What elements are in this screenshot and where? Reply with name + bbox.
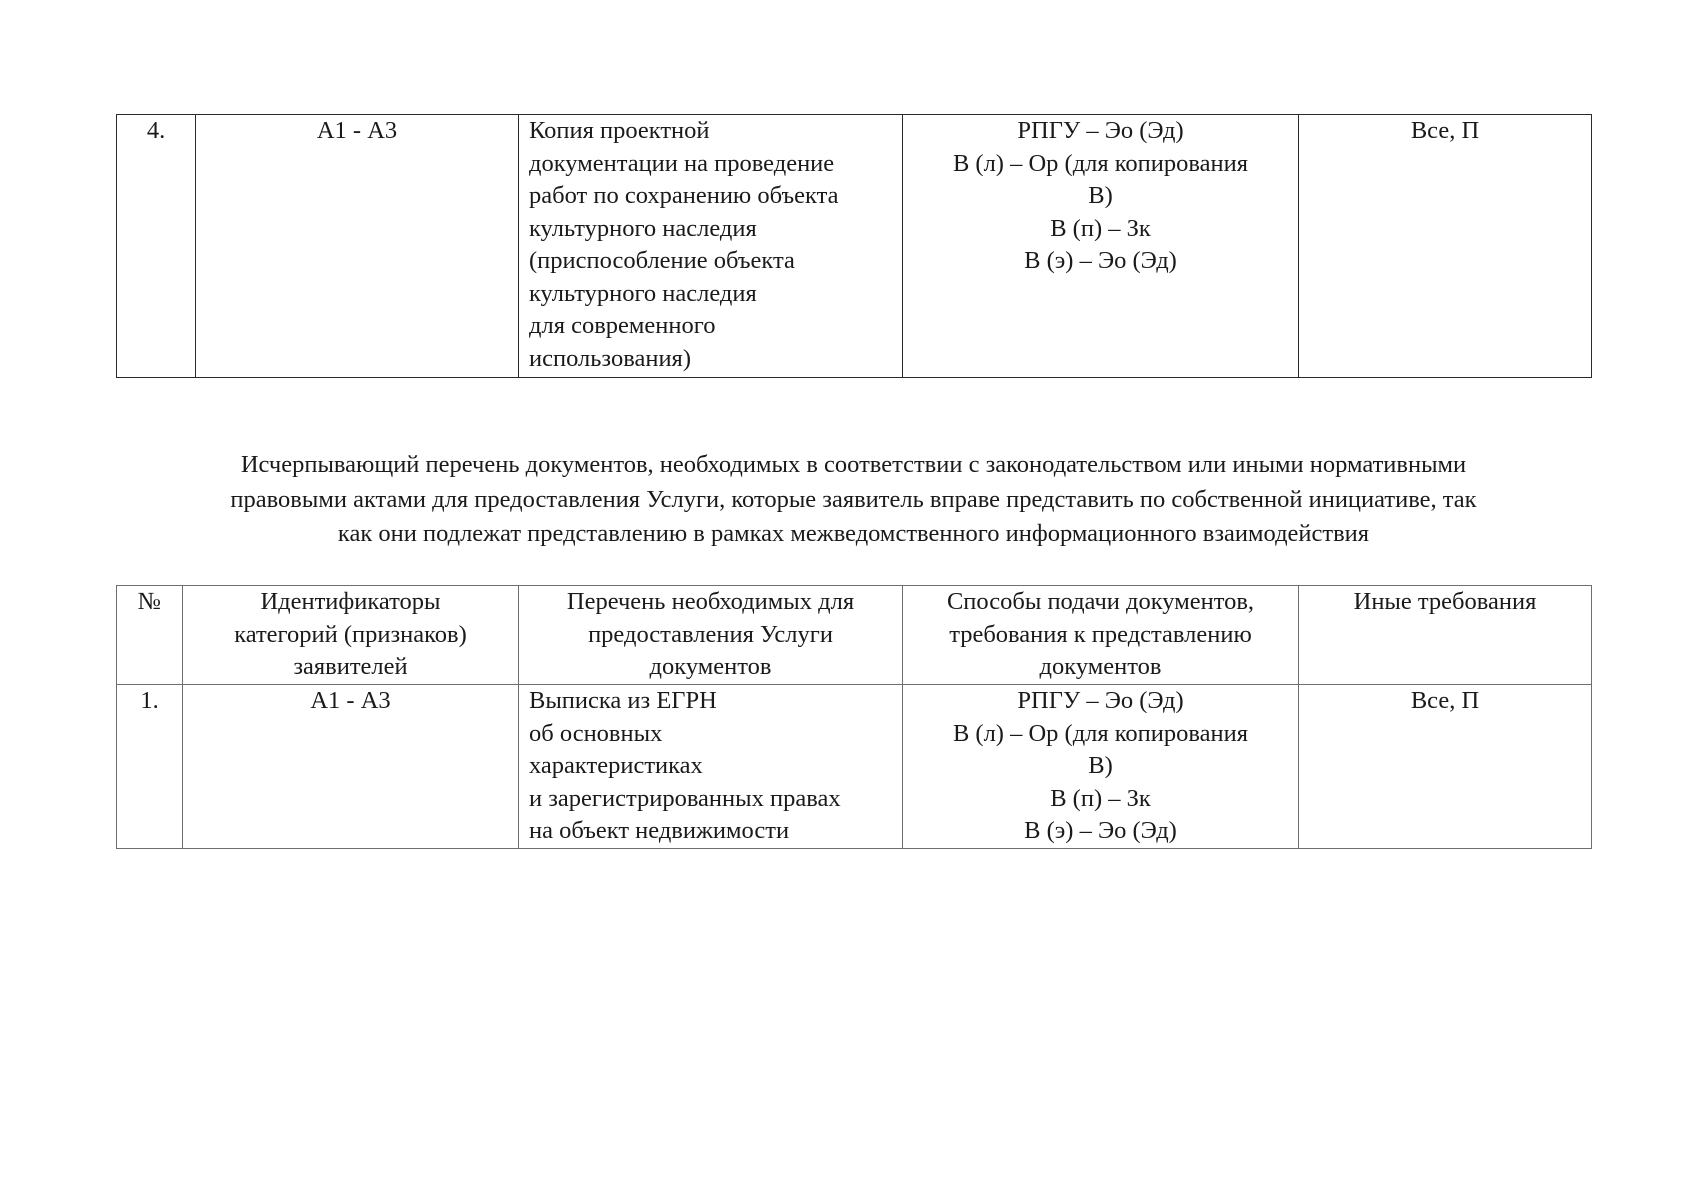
text-line: документации на проведение	[529, 149, 835, 177]
heading-line: правовыми актами для предоставления Услуги, которые заявитель вправе представить по собственной инициативе, так	[230, 485, 1477, 513]
text-line: категорий (признаков)	[234, 620, 467, 648]
text-line: В (п) – Зк	[1050, 214, 1151, 242]
text-line: культурного наследия	[529, 214, 757, 242]
table-header-row	[117, 586, 1592, 685]
text-line: В (п) – Зк	[1050, 784, 1151, 812]
other-requirements: Все, П	[1299, 685, 1592, 849]
text-line: В (л) – Ор (для копирования	[952, 149, 1249, 177]
header-submission	[903, 586, 1299, 685]
text-line: и зарегистрированных правах	[529, 784, 841, 812]
other-requirements: Все, П	[1299, 115, 1592, 378]
section-heading	[116, 448, 1591, 552]
header-categories	[183, 586, 519, 685]
text-line: требования к представлению	[949, 620, 1252, 648]
text-line: использования)	[529, 344, 691, 372]
text-line: заявителей	[293, 653, 408, 680]
text-line: В (э) – Эо (Эд)	[1024, 817, 1177, 844]
submission-methods	[903, 685, 1299, 849]
table-row	[117, 685, 1592, 849]
text-line: документов	[649, 653, 772, 680]
text-line: Идентификаторы	[260, 588, 441, 615]
text-line: РПГУ – Эо (Эд)	[1017, 687, 1184, 714]
text-line: документов	[1039, 653, 1162, 680]
applicant-categories: А1 - А3	[196, 115, 519, 378]
text-line: В)	[1088, 182, 1113, 209]
row-number: 1.	[117, 685, 183, 849]
text-line: для современного	[529, 312, 716, 339]
text-line: работ по сохранению объекта	[529, 182, 839, 209]
text-line: об основных	[529, 719, 663, 747]
text-line: РПГУ – Эо (Эд)	[1017, 117, 1184, 144]
text-line: на объект недвижимости	[529, 817, 790, 844]
heading-line: Исчерпывающий перечень документов, необходимых в соответствии с законодательством или иными нормативными	[240, 451, 1467, 478]
header-documents	[519, 586, 903, 685]
interagency-documents-table	[116, 585, 1592, 849]
header-number: №	[117, 586, 183, 685]
heading-line: как они подлежат представлению в рамках межведомственного информационного взаимодействия	[337, 520, 1370, 547]
text-line: Выписка из ЕГРН	[529, 687, 717, 714]
document-name	[519, 685, 903, 849]
text-line: Способы подачи документов,	[946, 588, 1255, 615]
submission-methods	[903, 115, 1299, 378]
text-line: В)	[1088, 752, 1113, 779]
table-row	[117, 115, 1592, 378]
documents-table-continued	[116, 114, 1592, 378]
text-line: характеристиках	[529, 752, 703, 779]
text-line: Копия проектной	[529, 117, 710, 144]
text-line: В (л) – Ор (для копирования	[952, 719, 1249, 747]
row-number: 4.	[117, 115, 196, 378]
text-line: Перечень необходимых для	[566, 588, 855, 615]
text-line: В (э) – Эо (Эд)	[1024, 247, 1177, 274]
header-other: Иные требования	[1299, 586, 1592, 685]
applicant-categories: А1 - А3	[183, 685, 519, 849]
text-line: (приспособление объекта	[529, 247, 795, 274]
text-line: предоставления Услуги	[588, 620, 833, 648]
document-name	[519, 115, 903, 378]
text-line: культурного наследия	[529, 279, 757, 307]
